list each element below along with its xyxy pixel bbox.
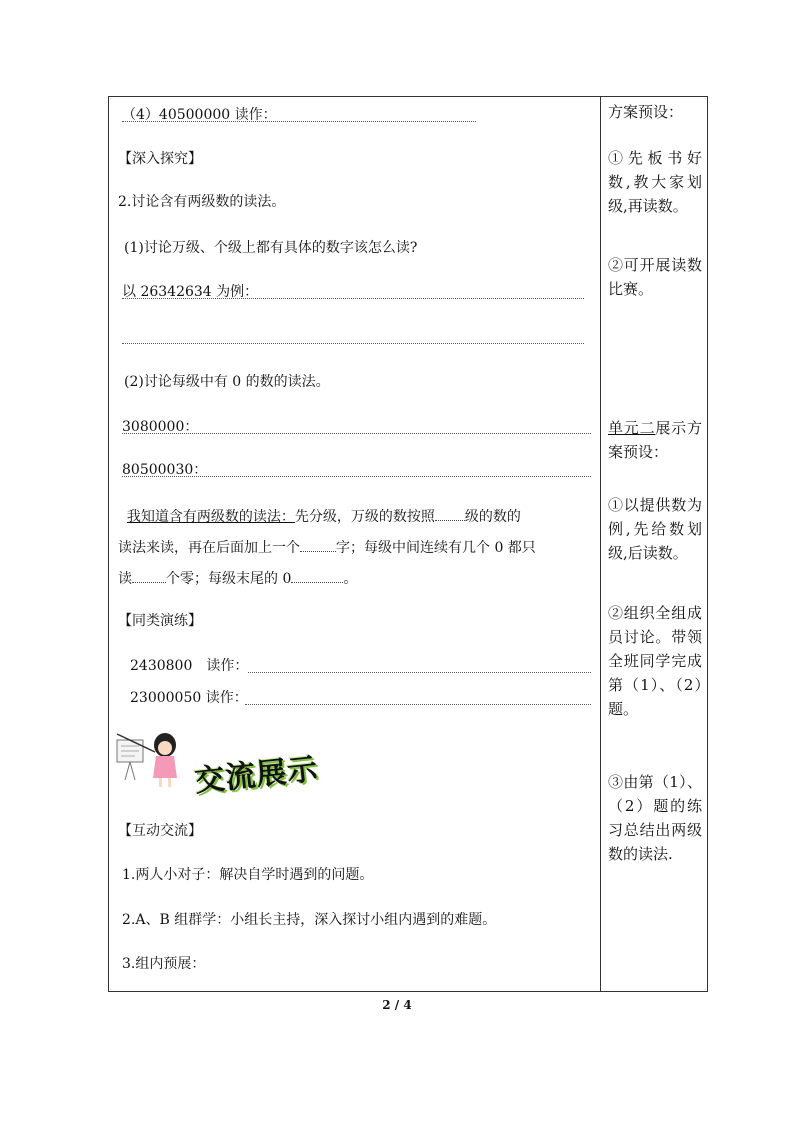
side-note-1: ①先板书好数,教大家划级,再读数。 [608, 149, 702, 215]
sub-question-1: (1)讨论万级、个级上都有具体的数字该怎么读? [124, 240, 418, 256]
summary-lead: 我知道含有两级数的读法： [126, 509, 295, 525]
summary-line-2: 读法来读，再在后面加上一个 字；每级中间连续有几个 0 都只 [118, 537, 536, 557]
side-note-4: ②组织全组成员讨论。带领全班同学完成第（1）、（2）题。 [608, 604, 702, 718]
answer-line [122, 476, 591, 477]
number-a: 3080000： [122, 419, 199, 435]
answer-line [122, 121, 476, 122]
side-note-2: ②可开展读数比赛。 [608, 256, 702, 298]
interact-1: 1.两人小对子：解决自学时遇到的问题。 [122, 867, 374, 883]
answer-line [245, 704, 591, 705]
unit-label: 单元二 [608, 419, 656, 437]
practice-2: 23000050 读作： [130, 690, 248, 706]
answer-line [122, 433, 591, 434]
summary-line-1: 我知道含有两级数的读法：先分级，万级的数按照 级的数的 [118, 506, 521, 526]
example-line: 以 26342634 为例： [122, 284, 259, 300]
girl-with-board-illustration [115, 728, 195, 790]
summary-line-3: 读 个零；每级末尾的 0 。 [118, 568, 357, 588]
side-note-3: ①以提供数为例,先给数划级,后读数。 [608, 496, 702, 562]
practice-1: 2430800 读作： [130, 658, 249, 674]
side-note-5: ③由第（1）、（2）题的练习总结出两级数的读法. [608, 773, 702, 863]
heading-practice: 【同类演练】 [118, 613, 202, 629]
column-divider [600, 96, 601, 992]
number-b: 80500030： [122, 462, 208, 478]
fill-blank[interactable] [435, 506, 465, 521]
heading-interact: 【互动交流】 [118, 823, 202, 839]
fill-blank[interactable] [291, 568, 343, 583]
side-title-1: 方案预设： [608, 103, 684, 121]
q4-line: （4）40500000 读作： [122, 107, 277, 123]
banner-title: 交流展示 [192, 751, 320, 800]
sub-question-2: (2)讨论每级中有 0 的数的读法。 [124, 374, 330, 390]
side-unit-heading: 单元二展示方案预设： [608, 419, 702, 461]
answer-line [122, 298, 584, 299]
fill-blank[interactable] [300, 537, 336, 552]
page-number: 2 / 4 [382, 998, 412, 1012]
fill-blank[interactable] [132, 568, 166, 583]
answer-line [122, 343, 584, 344]
interact-2: 2.A、B 组群学：小组长主持，深入探讨小组内遇到的难题。 [122, 912, 497, 928]
item-2: 2.讨论含有两级数的读法。 [118, 194, 286, 210]
interact-3: 3.组内预展： [122, 956, 206, 972]
answer-line [248, 672, 591, 673]
heading-explore: 【深入探究】 [118, 151, 202, 167]
